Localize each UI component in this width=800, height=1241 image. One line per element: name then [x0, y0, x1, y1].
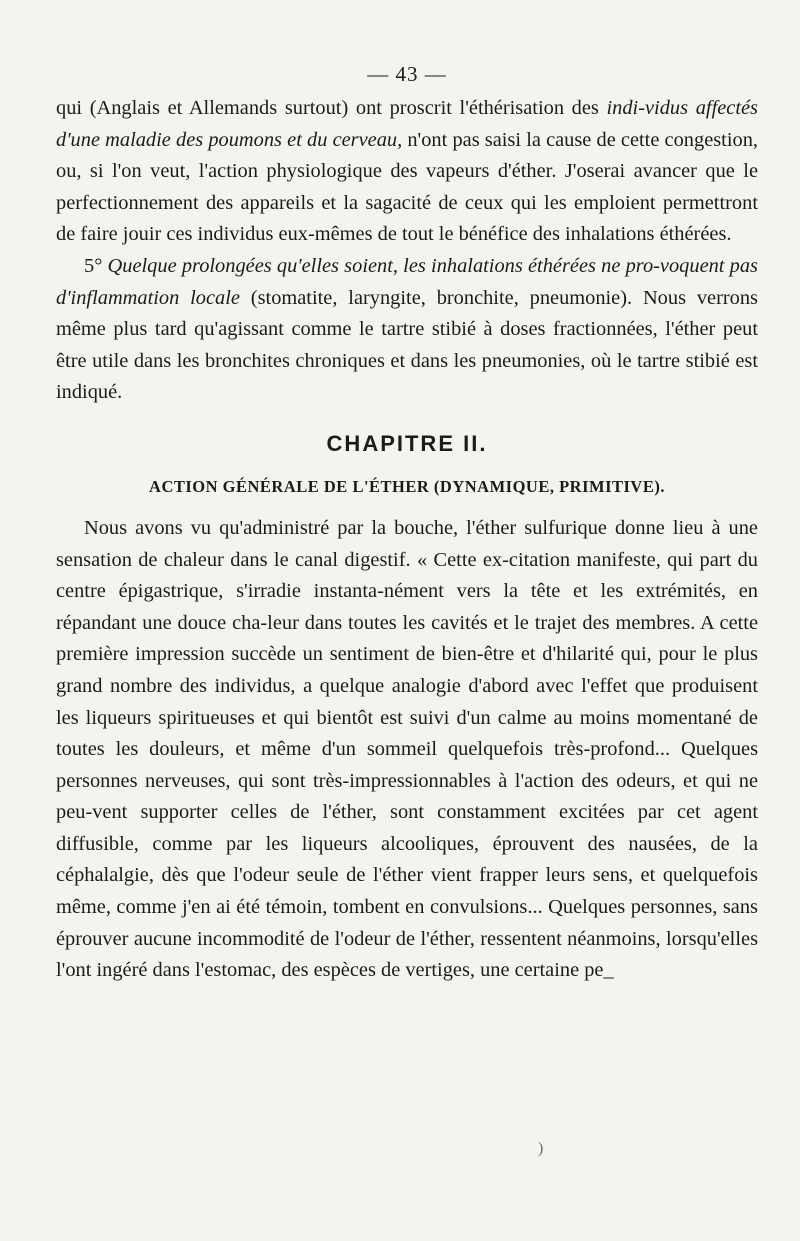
- stray-parenthesis-mark: ): [538, 1140, 544, 1157]
- paragraph-1-text-a: qui (Anglais et Allemands surtout) ont proscrit l'éthérisation des: [56, 97, 607, 119]
- paragraph-2-italic: Quelque prolongées qu'elles soient, les inhalations éthérées ne pro-voquent pas d'inflammation locale: [56, 254, 758, 309]
- paragraph-1-italic: indi-vidus affectés d'une maladie des poumons et du cerveau,: [56, 97, 758, 151]
- paragraph-2-number: 5°: [84, 254, 108, 277]
- section-heading: ACTION GÉNÉRALE DE L'ÉTHER (DYNAMIQUE, PRIMITIVE).: [149, 476, 665, 496]
- paragraph-3: Nous avons vu qu'administré par la bouche, l'éther sulfurique donne lieu à une sensation de chaleur dans le canal digestif. « Cette ex-citation manifeste, qui part du centre épigastrique, s'irradie instanta-nément vers la tête et les extrémités, en répandant une douce cha-leur dans toutes les cavités et le trajet des membres. A cette première impression succède un sentiment de bien-être et d'hilarité qui, pour le plus grand nombre des individus, a quelque analogie d'abord avec l'effet que produisent les liqueurs spiritueuses et qui bientôt est suivi d'un calme au moins momentané de toutes les douleurs, et même d'un sommeil quelquefois très-profond... Quelques personnes nerveuses, qui sont très-impressionnables à l'action des odeurs, et qui ne peu-vent supporter celles de l'éther, sont constamment excitées par cet agent diffusible, comme par les liqueurs alcooliques, éprouvent des nausées, de la céphalalgie, dès que l'odeur seule de l'éther vient frapper leurs sens, et quelquefois même, comme j'en ai été témoin, tombent en convulsions... Quelques personnes, sans éprouver aucune incommodité de l'odeur de l'éther, ressentent néanmoins, lorsqu'elles l'ont ingéré dans l'estomac, des espèces de vertiges, une certaine pe_: [56, 516, 758, 982]
- page-number: — 43 —: [367, 62, 447, 86]
- paragraph-2: [56, 251, 758, 409]
- chapter-title: CHAPITRE II.: [326, 430, 488, 456]
- paragraph-2-text: (stomatite, laryngite, bronchite, pneumonie). Nous verrons même plus tard qu'agissant comme le tartre stibié à doses fractionnées, l'éther peut être utile dans les bronchites chroniques et dans les pneumonies, où le tartre stibié est indiqué.: [56, 286, 758, 404]
- paragraph-1-text-c: n'ont pas saisi la cause de cette congestion, ou, si l'on veut, l'action physiologique des vapeurs d'éther. J'oserai avancer que le perfectionnement des appareils et la sagacité de ceux qui les emploient permettront de faire jouir ces individus eux-mêmes de tout le bénéfice des inhalations éthérées.: [56, 128, 758, 246]
- paragraph-1: [56, 93, 758, 251]
